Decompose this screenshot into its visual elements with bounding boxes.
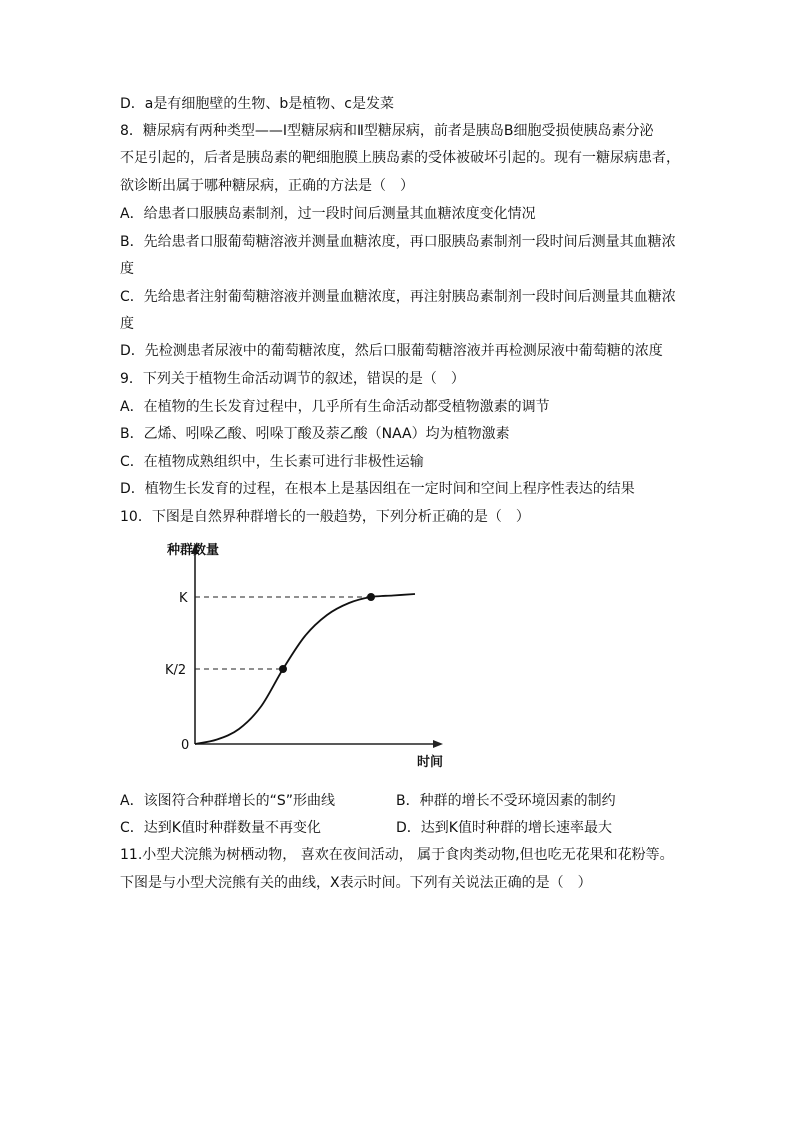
q10-option-a: A．该图符合种群增长的“S”形曲线 xyxy=(120,793,335,809)
q10-option-c: C．达到K值时种群数量不再变化 xyxy=(120,820,321,836)
q8-option-b-line2: 度 xyxy=(120,261,134,277)
q10-stem: 10．下图是自然界种群增长的一般趋势，下列分析正确的是（ ） xyxy=(120,509,530,525)
s-curve xyxy=(195,594,415,744)
q9-stem: 9．下列关于植物生命活动调节的叙述，错误的是（ ） xyxy=(120,371,465,387)
q8-option-a: A．给患者口服胰岛素制剂，过一段时间后测量其血糖浓度变化情况 xyxy=(120,206,536,222)
population-growth-chart xyxy=(150,532,450,772)
tick-label-k: K xyxy=(179,591,188,606)
tick-label-k-2: K/2 xyxy=(165,663,187,678)
point-k-2 xyxy=(279,665,287,673)
q8-stem-line3: 欲诊断出属于哪种糖尿病，正确的方法是（ ） xyxy=(120,178,414,194)
y-axis-label: 种群数量 xyxy=(167,543,220,558)
q7-option-d: D．a是有细胞壁的生物、b是植物、c是发菜 xyxy=(120,96,394,112)
tick-label-zero: 0 xyxy=(181,738,190,753)
q9-option-c: C．在植物成熟组织中，生长素可进行非极性运输 xyxy=(120,454,424,470)
q10-option-d: D．达到K值时种群的增长速率最大 xyxy=(396,820,612,836)
q8-option-c-line2: 度 xyxy=(120,316,134,332)
x-axis-label: 时间 xyxy=(417,755,444,770)
q9-option-b: B．乙烯、吲哚乙酸、吲哚丁酸及萘乙酸（NAA）均为植物激素 xyxy=(120,426,510,442)
q8-option-c-line1: C．先给患者注射葡萄糖溶液并测量血糖浓度，再注射胰岛素制剂一段时间后测量其血糖浓 xyxy=(120,289,676,305)
q8-stem-line2: 不足引起的，后者是胰岛素的靶细胞膜上胰岛素的受体被破坏引起的。现有一糖尿病患者， xyxy=(120,150,680,166)
point-k xyxy=(367,593,375,601)
q8-option-d: D．先检测患者尿液中的葡萄糖浓度，然后口服葡萄糖溶液并再检测尿液中葡萄糖的浓度 xyxy=(120,343,663,359)
q9-option-d: D．植物生长发育的过程，在根本上是基因组在一定时间和空间上程序性表达的结果 xyxy=(120,481,635,497)
q9-option-a: A．在植物的生长发育过程中，几乎所有生命活动都受植物激素的调节 xyxy=(120,399,550,415)
q8-option-b-line1: B．先给患者口服葡萄糖溶液并测量血糖浓度，再口服胰岛素制剂一段时间后测量其血糖浓 xyxy=(120,234,676,250)
q8-stem-line1: 8．糖尿病有两种类型——Ⅰ型糖尿病和Ⅱ型糖尿病，前者是胰岛B细胞受损使胰岛素分泌 xyxy=(120,123,654,139)
q11-stem-line1: 11.小型犬浣熊为树栖动物， 喜欢在夜间活动， 属于食肉类动物,但也吃无花果和花粉等。 xyxy=(120,847,674,863)
x-axis-arrow xyxy=(433,740,443,748)
q10-option-b: B．种群的增长不受环境因素的制约 xyxy=(396,793,616,809)
q11-stem-line2: 下图是与小型犬浣熊有关的曲线，X表示时间。下列有关说法正确的是（ ） xyxy=(120,875,592,891)
